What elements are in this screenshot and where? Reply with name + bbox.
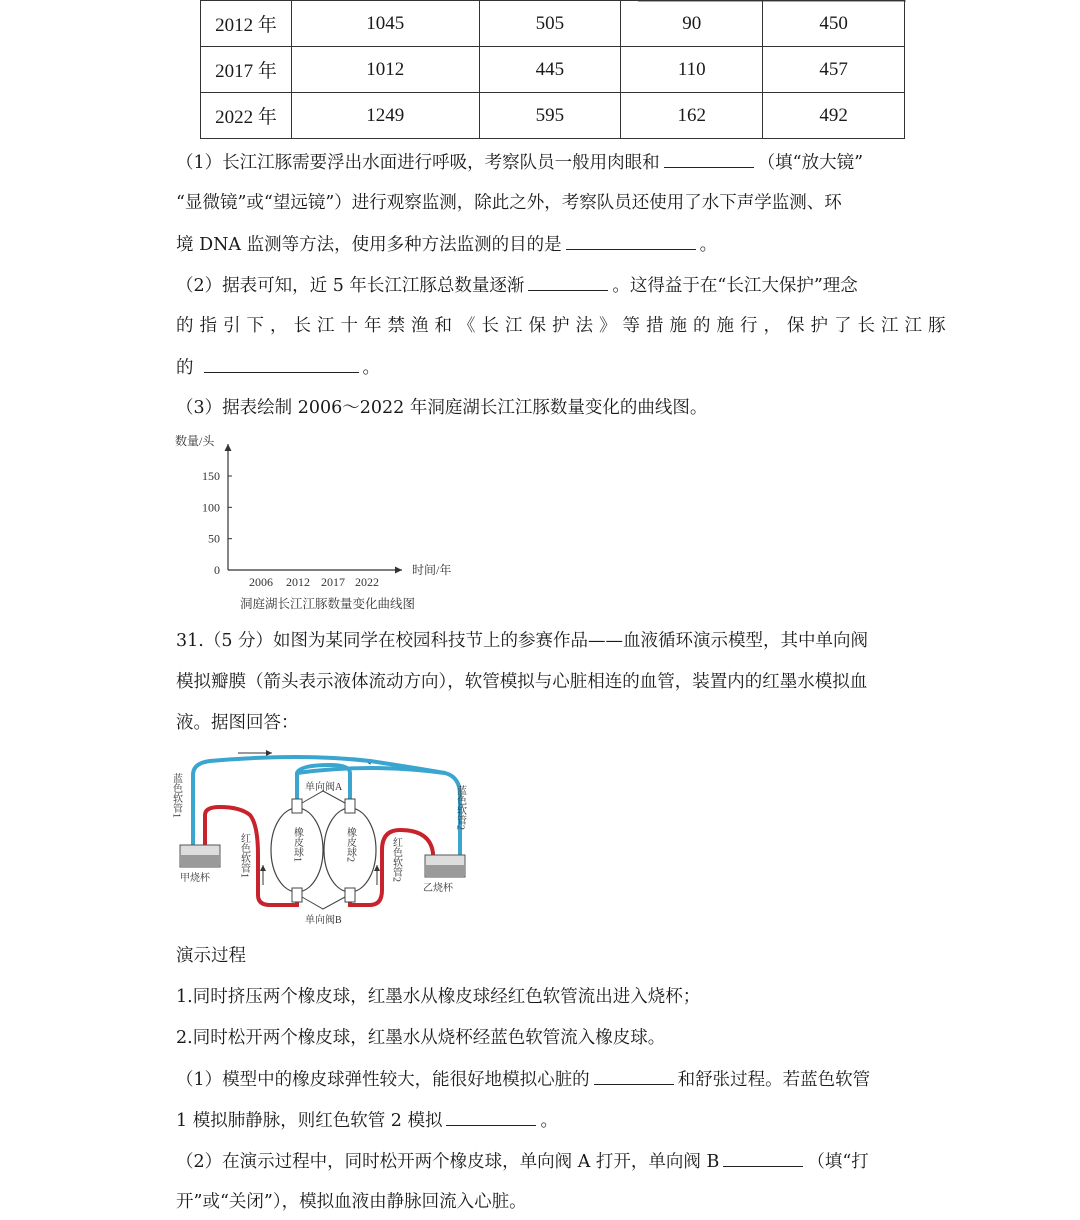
table-cell-year: 2017 年 — [201, 47, 292, 93]
table-cell: 162 — [621, 93, 763, 139]
q30-part2-line1: （2）据表可知，近 5 年长江江豚总数量逐渐 。这得益于在“长江大保护”理念 — [176, 276, 858, 296]
answer-blank[interactable] — [204, 356, 359, 373]
table-row — [201, 1, 905, 47]
q30-part2-line3: 的 。 — [176, 358, 380, 378]
data-table — [200, 0, 905, 139]
procedure-step-2: 2.同时松开两个橡皮球，红墨水从烧杯经蓝色软管流入橡皮球。 — [176, 1028, 666, 1048]
table-cell: 1045 — [292, 1, 480, 47]
table-cell: 457 — [763, 47, 905, 93]
red-tube-2-label: 红色软管2 — [390, 837, 402, 882]
valve-a-right — [345, 799, 355, 813]
table-cell-year: 2022 年 — [201, 93, 292, 139]
y-tick-label: 100 — [202, 500, 220, 515]
table-cell: 1012 — [292, 47, 480, 93]
chart-title: 洞庭湖长江江豚数量变化曲线图 — [240, 597, 416, 611]
table-cell: 110 — [621, 47, 763, 93]
q30-part1-line3: 境 DNA 监测等方法，使用多种方法监测的目的是 。 — [176, 235, 718, 255]
valve-b-right — [345, 888, 355, 902]
q31-part1-line2: 1 模拟肺静脉，则红色软管 2 模拟 。 — [176, 1111, 558, 1131]
answer-blank[interactable] — [528, 274, 608, 291]
valve-a-left — [292, 799, 302, 813]
red-tube-1-label: 红色软管1 — [238, 833, 250, 878]
beaker-yi-label: 乙烧杯 — [423, 883, 453, 894]
population-chart — [170, 430, 470, 615]
circulation-model-diagram — [170, 745, 490, 930]
q30-part2-line2: 的指引下，长江十年禁渔和《长江保护法》等措施的施行，保护了长江江豚 — [176, 316, 952, 336]
valve-b-link — [302, 897, 345, 909]
q30-part1-line2: “显微镜”或“望远镜”）进行观察监测，除此之外，考察队员还使用了水下声学监测、环 — [176, 193, 842, 213]
q31-part2-line1: （2）在演示过程中，同时松开两个橡皮球，单向阀 A 打开，单向阀 B （填“打 — [176, 1152, 869, 1172]
valve-b-label: 单向阀B — [305, 915, 342, 926]
y-tick-label: 0 — [214, 563, 220, 577]
table-cell: 595 — [479, 93, 621, 139]
valve-b-left — [292, 888, 302, 902]
q30-part3: （3）据表绘制 2006～2022 年洞庭湖长江江豚数量变化的曲线图。 — [176, 398, 708, 418]
x-tick-label: 2022 — [355, 575, 379, 589]
q31-line3: 液。据图回答： — [176, 713, 299, 733]
x-tick-label: 2017 — [321, 575, 345, 589]
q31-part1-line1: （1）模型中的橡皮球弹性较大，能很好地模拟心脏的 和舒张过程。若蓝色软管 — [176, 1070, 871, 1090]
table-cell: 492 — [763, 93, 905, 139]
q31-part2-line2: 开”或“关闭”），模拟血液由静脉回流入心脏。 — [176, 1192, 527, 1212]
valve-a-label: 单向阀A — [305, 782, 343, 793]
y-tick-label: 150 — [202, 469, 220, 483]
ball-1-label: 橡皮球1 — [291, 827, 303, 862]
answer-blank[interactable] — [446, 1109, 536, 1126]
q31-line1: 31.（5 分）如图为某同学在校园科技节上的参赛作品——血液循环演示模型，其中单向阀 — [176, 631, 869, 651]
procedure-step-1: 1.同时挤压两个橡皮球，红墨水从橡皮球经红色软管流出进入烧杯； — [176, 987, 701, 1007]
ball-2-label: 橡皮球2 — [344, 827, 356, 862]
answer-blank[interactable] — [594, 1068, 674, 1085]
y-tick-label: 50 — [208, 531, 220, 546]
q31-line2: 模拟瓣膜（箭头表示液体流动方向），软管模拟与心脏相连的血管，装置内的红墨水模拟血 — [176, 672, 868, 692]
table-cell-year: 2012 年 — [201, 1, 292, 47]
table-cell: 450 — [763, 1, 905, 47]
blue-tube-2-label: 蓝色软管2 — [454, 785, 466, 830]
table-cell: 1249 — [292, 93, 480, 139]
table-cell: 90 — [621, 1, 763, 47]
answer-blank[interactable] — [566, 233, 696, 250]
x-tick-label: 2006 — [249, 575, 273, 589]
table-row — [201, 47, 905, 93]
beaker-jia-water — [181, 855, 219, 866]
x-tick-label: 2012 — [286, 575, 310, 589]
blue-tube-1-label: 蓝色软管1 — [170, 773, 182, 818]
answer-blank[interactable] — [664, 151, 754, 168]
answer-blank[interactable] — [723, 1150, 803, 1167]
beaker-yi-water — [426, 865, 464, 876]
blue-tube-crossover — [297, 768, 445, 773]
table-cell: 505 — [479, 1, 621, 47]
table-row — [201, 93, 905, 139]
table-cell: 445 — [479, 47, 621, 93]
x-axis-label: 时间/年 — [412, 563, 452, 577]
procedure-title: 演示过程 — [176, 946, 246, 966]
y-axis-label: 数量/头 — [175, 434, 215, 448]
q30-part1-line1: （1）长江江豚需要浮出水面进行呼吸，考察队员一般用肉眼和 （填“放大镜” — [176, 153, 864, 173]
beaker-jia-label: 甲烧杯 — [180, 873, 210, 884]
